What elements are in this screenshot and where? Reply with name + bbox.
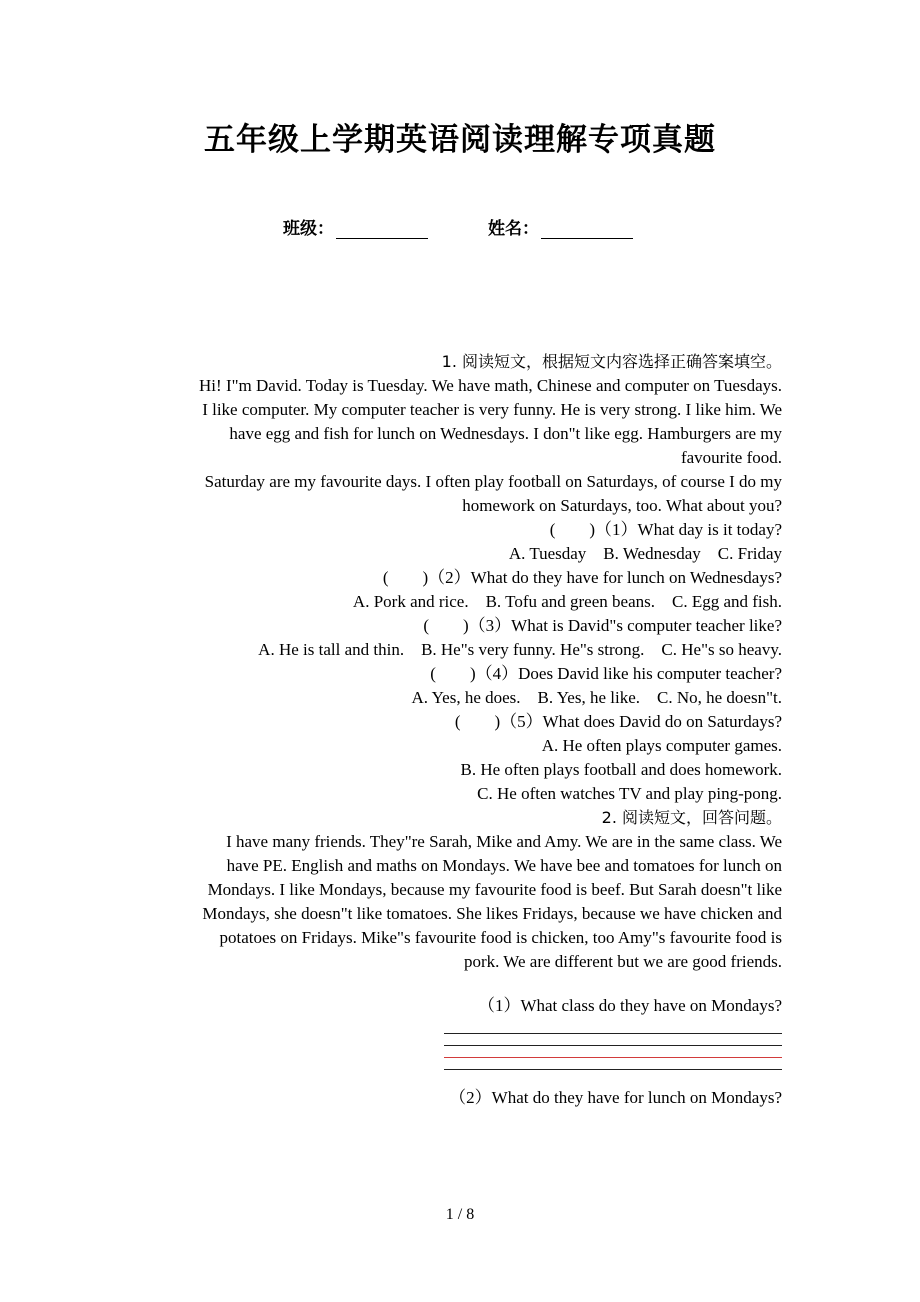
passage-line: potatoes on Fridays. Mike"s favourite food is chicken, too Amy"s favourite food is xyxy=(219,928,782,947)
question-options: A. He is tall and thin. B. He"s very funny. He"s strong. C. He"s so heavy. xyxy=(258,640,782,659)
question-option: B. He often plays football and does homework. xyxy=(460,760,782,779)
passage-line: Mondays, she doesn"t like tomatoes. She likes Fridays, because we have chicken and xyxy=(202,904,782,923)
question-options: A. Pork and rice. B. Tofu and green beans. C. Egg and fish. xyxy=(352,592,782,611)
question-options: A. Yes, he does. B. Yes, he like. C. No, he doesn"t. xyxy=(411,688,782,707)
question-stem: ( )（5）What does David do on Saturdays? xyxy=(454,712,782,731)
passage-line: have egg and fish for lunch on Wednesdays. I don"t like egg. Hamburgers are my xyxy=(229,424,782,443)
exercise-content xyxy=(130,350,782,1110)
question-stem: ( )（1）What day is it today? xyxy=(549,520,782,539)
answer-line xyxy=(444,1022,782,1034)
section2-heading: 2. 阅读短文，回答问题。 xyxy=(601,808,782,827)
answer-line xyxy=(444,1046,782,1058)
section1-heading: 1. 阅读短文，根据短文内容选择正确答案填空。 xyxy=(441,352,782,371)
question-stem: ( )（2）What do they have for lunch on Wednesdays? xyxy=(382,568,782,587)
question-option: C. He often watches TV and play ping-pong. xyxy=(477,784,782,803)
name-blank[interactable] xyxy=(541,222,633,239)
passage-line: Saturday are my favourite days. I often play football on Saturdays, of course I do my xyxy=(204,472,782,491)
passage-line: I have many friends. They"re Sarah, Mike and Amy. We are in the same class. We xyxy=(226,832,782,851)
answer-line xyxy=(444,1058,782,1070)
class-field xyxy=(283,214,428,239)
question-options: A. Tuesday B. Wednesday C. Friday xyxy=(508,544,782,563)
question-2: （2）What do they have for lunch on Mondays? xyxy=(449,1088,782,1107)
question-stem: ( )（3）What is David"s computer teacher like? xyxy=(423,616,782,635)
passage-line: have PE. English and maths on Mondays. We have bee and tomatoes for lunch on xyxy=(226,856,782,875)
question-1: （1）What class do they have on Mondays? xyxy=(477,996,782,1015)
passage-line: favourite food. xyxy=(680,448,782,467)
class-blank[interactable] xyxy=(336,222,428,239)
passage-line: pork. We are different but we are good friends. xyxy=(463,952,782,971)
question-stem: ( )（4）Does David like his computer teacher? xyxy=(430,664,782,683)
class-label: 班级： xyxy=(283,219,334,239)
passage-line: homework on Saturdays, too. What about you? xyxy=(462,496,782,515)
passage-line: I like computer. My computer teacher is very funny. He is very strong. I like him. We xyxy=(202,400,782,419)
answer-line xyxy=(444,1034,782,1046)
answer-lines[interactable] xyxy=(444,1022,782,1070)
name-field xyxy=(488,214,633,239)
passage-line: Hi! I"m David. Today is Tuesday. We have math, Chinese and computer on Tuesdays. xyxy=(199,376,782,395)
page-number: 1 / 8 xyxy=(445,1206,475,1223)
name-label: 姓名： xyxy=(488,219,539,239)
passage-line: Mondays. I like Mondays, because my favourite food is beef. But Sarah doesn"t like xyxy=(207,880,782,899)
page-title: 五年级上学期英语阅读理解专项真题 xyxy=(204,122,716,158)
question-option: A. He often plays computer games. xyxy=(541,736,782,755)
